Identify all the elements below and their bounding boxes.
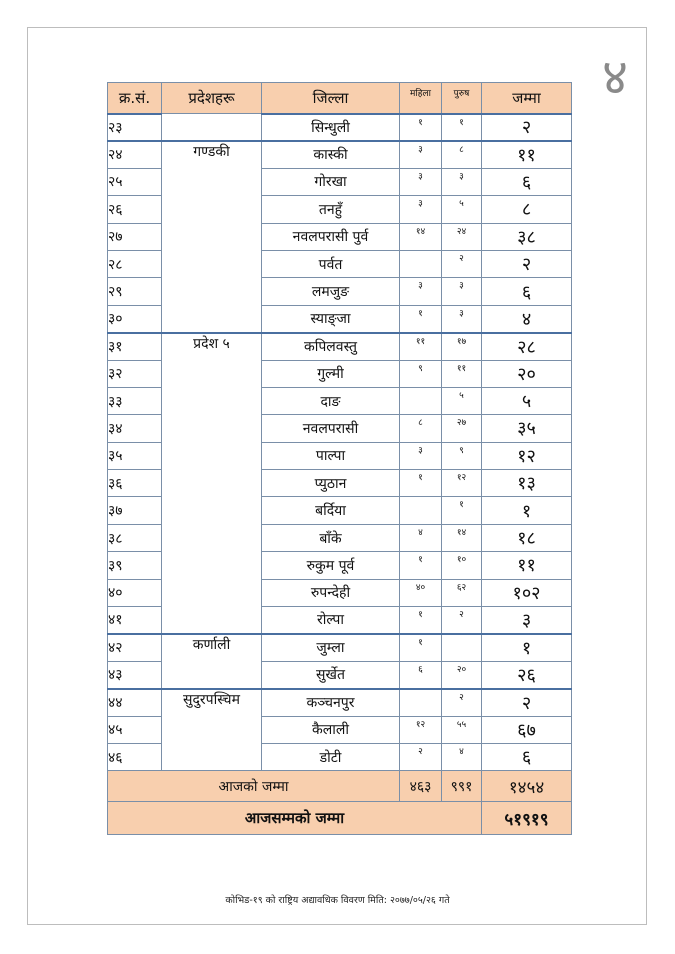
female-count-cell (400, 250, 442, 277)
page-number: ४ (602, 48, 628, 106)
total-count-cell: ११ (482, 141, 572, 168)
male-count-cell: १० (442, 552, 482, 579)
table-row (108, 634, 572, 661)
table-row (108, 689, 572, 716)
female-count-cell: ४ (400, 524, 442, 551)
male-count-cell: २ (442, 607, 482, 634)
district-cell: बर्दिया (262, 497, 400, 524)
total-count-cell: २ (482, 250, 572, 277)
female-count-cell (400, 497, 442, 524)
district-cell: नवलपरासी (262, 415, 400, 442)
district-cell: डोटी (262, 743, 400, 770)
male-count-cell (442, 634, 482, 661)
male-count-cell: २७ (442, 415, 482, 442)
district-cell: तनहुँ (262, 196, 400, 223)
male-count-cell: ४ (442, 743, 482, 770)
serial-number-cell: ३७ (108, 497, 162, 524)
serial-number-cell: २८ (108, 250, 162, 277)
total-count-cell: ११ (482, 552, 572, 579)
district-cell: स्याङ्जा (262, 305, 400, 332)
table-row (108, 114, 572, 141)
serial-number-cell: ३१ (108, 333, 162, 360)
male-count-cell: ९ (442, 442, 482, 469)
total-count-cell: ६ (482, 743, 572, 770)
total-count-cell: १२ (482, 442, 572, 469)
today-total-female: ४६३ (400, 771, 442, 802)
serial-number-cell: २६ (108, 196, 162, 223)
female-count-cell: १ (400, 634, 442, 661)
female-count-cell: ३ (400, 278, 442, 305)
serial-number-cell: ४४ (108, 689, 162, 716)
district-cell: सिन्धुली (262, 114, 400, 141)
serial-number-cell: ३६ (108, 470, 162, 497)
serial-number-cell: ४० (108, 579, 162, 606)
header-sn: क्र.सं. (108, 83, 162, 114)
total-count-cell: २० (482, 360, 572, 387)
female-count-cell: २ (400, 743, 442, 770)
total-count-cell: १ (482, 497, 572, 524)
header-province: प्रदेशहरू (162, 83, 262, 114)
province-cell (162, 114, 262, 141)
male-count-cell: १ (442, 114, 482, 141)
male-count-cell: ११ (442, 360, 482, 387)
total-count-cell: २ (482, 689, 572, 716)
serial-number-cell: २७ (108, 223, 162, 250)
today-total-label: आजको जम्मा (108, 771, 400, 802)
female-count-cell: १४ (400, 223, 442, 250)
province-cell: गण्डकी (162, 141, 262, 333)
female-count-cell: ४० (400, 579, 442, 606)
male-count-cell: १२ (442, 470, 482, 497)
serial-number-cell: २५ (108, 168, 162, 195)
total-count-cell: ६ (482, 168, 572, 195)
male-count-cell: २ (442, 689, 482, 716)
male-count-cell: ६२ (442, 579, 482, 606)
female-count-cell: ६ (400, 661, 442, 688)
header-male: पुरुष (442, 83, 482, 114)
table-body (108, 114, 572, 771)
today-total-row (108, 771, 572, 802)
total-count-cell: १ (482, 634, 572, 661)
male-count-cell: २४ (442, 223, 482, 250)
district-cell: रुपन्देही (262, 579, 400, 606)
total-count-cell: ३५ (482, 415, 572, 442)
male-count-cell: २ (442, 250, 482, 277)
total-count-cell: १३ (482, 470, 572, 497)
serial-number-cell: ३४ (108, 415, 162, 442)
female-count-cell: ३ (400, 196, 442, 223)
female-count-cell: ८ (400, 415, 442, 442)
female-count-cell: ३ (400, 442, 442, 469)
header-total: जम्मा (482, 83, 572, 114)
serial-number-cell: २९ (108, 278, 162, 305)
male-count-cell: ३ (442, 168, 482, 195)
province-cell: कर्णाली (162, 634, 262, 689)
serial-number-cell: ३२ (108, 360, 162, 387)
male-count-cell: २० (442, 661, 482, 688)
district-cell: पाल्पा (262, 442, 400, 469)
serial-number-cell: ३३ (108, 387, 162, 414)
district-cell: पर्वत (262, 250, 400, 277)
table-row (108, 141, 572, 168)
district-cell: रुकुम पूर्व (262, 552, 400, 579)
total-count-cell: १०२ (482, 579, 572, 606)
female-count-cell: १२ (400, 716, 442, 743)
female-count-cell: १ (400, 552, 442, 579)
district-cell: कास्की (262, 141, 400, 168)
serial-number-cell: ३८ (108, 524, 162, 551)
total-count-cell: २८ (482, 333, 572, 360)
district-cell: गोरखा (262, 168, 400, 195)
male-count-cell: ५ (442, 196, 482, 223)
total-count-cell: ३ (482, 607, 572, 634)
serial-number-cell: ४३ (108, 661, 162, 688)
female-count-cell: ३ (400, 168, 442, 195)
female-count-cell (400, 689, 442, 716)
today-total-value: १४५४ (482, 771, 572, 802)
cumulative-total-value: ५१९१९ (482, 802, 572, 835)
district-cell: जुम्ला (262, 634, 400, 661)
serial-number-cell: ४५ (108, 716, 162, 743)
serial-number-cell: ३० (108, 305, 162, 332)
male-count-cell: ५५ (442, 716, 482, 743)
male-count-cell: १४ (442, 524, 482, 551)
district-cell: लमजुङ (262, 278, 400, 305)
district-cell: गुल्मी (262, 360, 400, 387)
district-cell: रोल्पा (262, 607, 400, 634)
district-cell: नवलपरासी पुर्व (262, 223, 400, 250)
header-district: जिल्ला (262, 83, 400, 114)
province-cell: प्रदेश ५ (162, 333, 262, 634)
district-cell: बाँके (262, 524, 400, 551)
total-count-cell: ६ (482, 278, 572, 305)
female-count-cell: ९ (400, 360, 442, 387)
serial-number-cell: ३९ (108, 552, 162, 579)
male-count-cell: ३ (442, 305, 482, 332)
serial-number-cell: ३५ (108, 442, 162, 469)
male-count-cell: ८ (442, 141, 482, 168)
header-female: महिला (400, 83, 442, 114)
female-count-cell (400, 387, 442, 414)
today-total-male: ९९१ (442, 771, 482, 802)
total-count-cell: ४ (482, 305, 572, 332)
total-count-cell: ६७ (482, 716, 572, 743)
male-count-cell: ३ (442, 278, 482, 305)
serial-number-cell: ४१ (108, 607, 162, 634)
serial-number-cell: २४ (108, 141, 162, 168)
serial-number-cell: ४२ (108, 634, 162, 661)
footer-note: कोभिड-१९ को राष्ट्रिय अद्यावधिक विवरण मिति: २०७७/०५/२६ गते (225, 895, 450, 906)
table-header-row (108, 83, 572, 114)
cumulative-total-row (108, 802, 572, 835)
district-cell: कञ्चनपुर (262, 689, 400, 716)
female-count-cell: ११ (400, 333, 442, 360)
table-row (108, 333, 572, 360)
female-count-cell: ३ (400, 141, 442, 168)
female-count-cell: १ (400, 607, 442, 634)
serial-number-cell: ४६ (108, 743, 162, 770)
district-cases-table (107, 82, 572, 835)
province-cell: सुदुरपस्चिम (162, 689, 262, 771)
district-cell: दाङ (262, 387, 400, 414)
total-count-cell: २६ (482, 661, 572, 688)
total-count-cell: ३८ (482, 223, 572, 250)
district-cell: कैलाली (262, 716, 400, 743)
male-count-cell: १७ (442, 333, 482, 360)
district-cell: सुर्खेत (262, 661, 400, 688)
male-count-cell: १ (442, 497, 482, 524)
female-count-cell: १ (400, 305, 442, 332)
total-count-cell: ८ (482, 196, 572, 223)
cumulative-total-label: आजसम्मको जम्मा (108, 802, 482, 835)
district-cell: प्युठान (262, 470, 400, 497)
total-count-cell: २ (482, 114, 572, 141)
male-count-cell: ५ (442, 387, 482, 414)
female-count-cell: १ (400, 114, 442, 141)
total-count-cell: १८ (482, 524, 572, 551)
district-cell: कपिलवस्तु (262, 333, 400, 360)
serial-number-cell: २३ (108, 114, 162, 141)
female-count-cell: १ (400, 470, 442, 497)
total-count-cell: ५ (482, 387, 572, 414)
